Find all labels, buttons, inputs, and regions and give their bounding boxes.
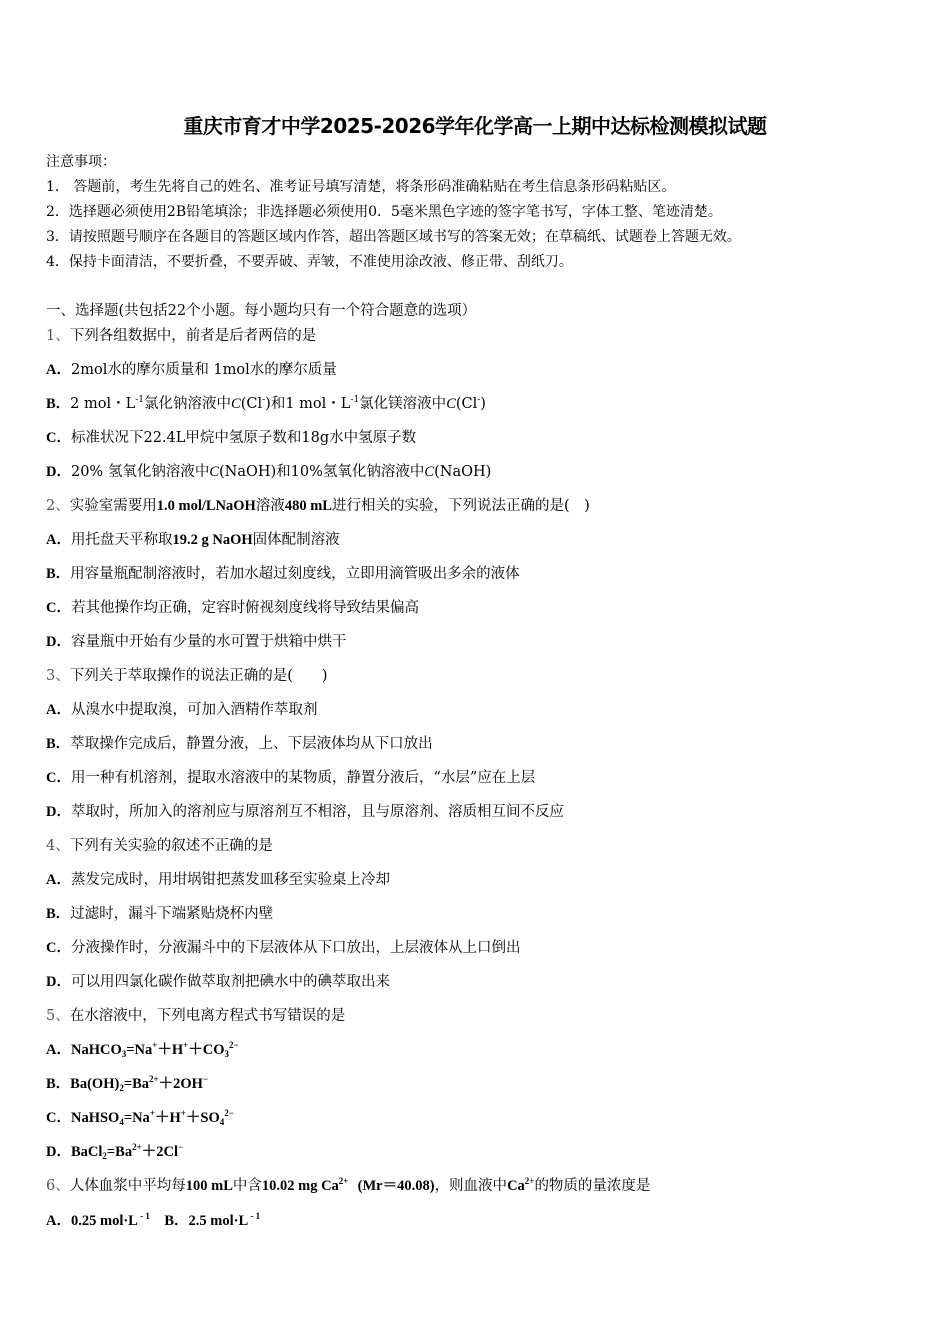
notice-item-3: 3．请按照题号顺序在各题目的答题区域内作答，超出答题区域书写的答案无效；在草稿纸、试题卷上答题无效。 xyxy=(46,229,741,245)
option-text: 可以用四氯化碳作做萃取剂把碘水中的碘萃取出来 xyxy=(70,974,390,990)
question-number: 2、 xyxy=(46,498,70,514)
option-text: 2 mol・L xyxy=(70,396,136,412)
superscript: 2− xyxy=(224,1108,234,1118)
superscript: - 1 xyxy=(248,1211,261,1221)
section-heading: 一、选择题(共包括22个小题。每小题均只有一个符合题意的选项） xyxy=(46,303,477,319)
question-text: 人体血浆中平均每 xyxy=(69,1178,186,1194)
superscript: - 1 xyxy=(137,1211,150,1221)
question-6-options xyxy=(46,1211,260,1231)
option-label: A． xyxy=(46,1213,71,1229)
formula-text: NaHSO xyxy=(70,1110,120,1126)
formula-text: ＋SO xyxy=(185,1110,220,1126)
question-1-stem xyxy=(46,326,316,346)
option-text: 蒸发完成时，用坩埚钳把蒸发皿移至实验桌上冷却 xyxy=(70,872,390,888)
option-text: 标准状况下22.4L甲烷中氢原子数和18g水中氢原子数 xyxy=(70,430,417,446)
formula-text: Ba(OH) xyxy=(70,1076,120,1092)
question-text: 的物质的量浓度是 xyxy=(534,1178,651,1194)
formula-text: =Ba xyxy=(123,1076,149,1092)
question-text: 在水溶液中，下列电离方程式书写错误的是 xyxy=(69,1008,346,1024)
concentration-symbol: C xyxy=(209,464,219,480)
question-text: 下列有关实验的叙述不正确的是 xyxy=(69,838,273,854)
option-label: C． xyxy=(46,1110,71,1126)
option-label: B． xyxy=(46,566,71,582)
subscript: 2 xyxy=(102,1151,107,1161)
option-text: 0.25 mol·L xyxy=(70,1213,138,1229)
option-text: ) xyxy=(480,396,486,412)
question-text: 下列各组数据中，前者是后者两倍的是 xyxy=(69,328,317,344)
question-5-option-d xyxy=(46,1142,183,1162)
question-text: 实验室需要用 xyxy=(69,498,157,514)
question-6-stem xyxy=(46,1176,650,1196)
question-2-option-a xyxy=(46,530,340,550)
question-text: 100 mL xyxy=(185,1178,233,1194)
question-5-option-b xyxy=(46,1074,208,1094)
question-5-option-a xyxy=(46,1040,239,1060)
question-1-option-c xyxy=(46,428,416,448)
option-text: (NaOH) xyxy=(434,464,492,480)
concentration-symbol: C xyxy=(424,464,435,480)
option-label: A． xyxy=(46,362,71,378)
option-label: D． xyxy=(46,464,71,480)
formula-text: ＋2OH xyxy=(158,1076,203,1092)
superscript: 2+ xyxy=(338,1176,349,1186)
question-text: 1.0 mol/LNaOH xyxy=(156,498,256,514)
superscript: 2+ xyxy=(524,1176,535,1186)
question-text: Ca xyxy=(507,1178,525,1194)
option-text: 氯化钠溶液中 xyxy=(144,396,232,412)
question-text: 进行相关的实验，下列说法正确的是( ) xyxy=(331,498,590,514)
option-label: C． xyxy=(46,770,71,786)
option-label: B． xyxy=(46,906,71,922)
question-number: 4、 xyxy=(46,838,70,854)
notice-heading: 注意事项： xyxy=(46,154,116,170)
option-label: D． xyxy=(46,804,71,820)
superscript: 2− xyxy=(229,1040,239,1050)
question-5-option-c xyxy=(46,1108,234,1128)
formula-text: ＋H xyxy=(154,1110,181,1126)
superscript: -1 xyxy=(350,395,360,405)
subscript: 3 xyxy=(121,1049,127,1059)
concentration-symbol: C xyxy=(231,396,241,412)
superscript: − xyxy=(177,1142,184,1152)
question-2-stem xyxy=(46,496,590,516)
question-number: 3、 xyxy=(46,668,70,684)
option-text: (Cl xyxy=(455,396,478,412)
formula-text: ＋H xyxy=(157,1042,184,1058)
formula-text: ＋CO xyxy=(188,1042,225,1058)
option-text: 过滤时，漏斗下端紧贴烧杯内壁 xyxy=(70,906,274,922)
subscript: 3 xyxy=(224,1049,230,1059)
question-2-option-d xyxy=(46,632,346,652)
option-text: 20% 氢氧化钠溶液中 xyxy=(70,464,210,480)
option-label: C． xyxy=(46,600,71,616)
question-4-stem xyxy=(46,836,273,856)
question-1-option-a xyxy=(46,360,337,380)
option-text: (NaOH)和10%氢氧化钠溶液中 xyxy=(219,464,425,480)
subscript: 4 xyxy=(219,1117,225,1127)
option-label: D． xyxy=(46,634,71,650)
option-text: 用容量瓶配制溶液时，若加水超过刻度线，立即用滴管吸出多余的液体 xyxy=(70,566,520,582)
superscript: - xyxy=(477,395,481,405)
option-text: 固体配制溶液 xyxy=(252,532,340,548)
superscript: + xyxy=(149,1108,155,1118)
option-text: 2.5 mol·L xyxy=(188,1213,249,1229)
option-text: 用一种有机溶剂，提取水溶液中的某物质，静置分液后，“水层”应在上层 xyxy=(70,770,536,786)
option-label: B． xyxy=(46,1076,71,1092)
question-4-option-a xyxy=(46,870,390,890)
question-3-option-d xyxy=(46,802,564,822)
question-number: 5、 xyxy=(46,1008,70,1024)
superscript: 2+ xyxy=(132,1142,142,1152)
question-number: 6、 xyxy=(46,1178,70,1194)
superscript: − xyxy=(202,1074,209,1084)
option-text: 2mol水的摩尔质量和 1mol水的摩尔质量 xyxy=(70,362,337,378)
page-title: 重庆市育才中学2025-2026学年化学高一上期中达标检测模拟试题 xyxy=(183,114,767,138)
superscript: -1 xyxy=(135,395,145,405)
formula-text: =Ba xyxy=(106,1144,133,1160)
question-text: (Mr＝40.08) xyxy=(357,1178,435,1194)
question-4-option-b xyxy=(46,904,273,924)
formula-text: NaHCO xyxy=(70,1042,122,1058)
notice-item-1: 1. 答题前，考生先将自己的姓名、准考证号填写清楚，将条形码准确粘贴在考生信息条形码粘贴区。 xyxy=(46,179,676,195)
notice-item-2: 2．选择题必须使用2B铅笔填涂；非选择题必须使用0．5毫米黑色字迹的签字笔书写，字体工整、笔迹清楚。 xyxy=(46,204,722,220)
question-1-option-b xyxy=(46,394,486,414)
subscript: 2 xyxy=(119,1083,124,1093)
question-3-option-b xyxy=(46,734,433,754)
option-text: 萃取时，所加入的溶剂应与原溶剂互不相溶，且与原溶剂、溶质相互间不反应 xyxy=(70,804,564,820)
concentration-symbol: C xyxy=(446,396,456,412)
question-text: 溶液 xyxy=(255,498,285,514)
formula-text: =Na xyxy=(126,1042,153,1058)
option-text: )和1 mol・L xyxy=(265,396,351,412)
option-text: 容量瓶中开始有少量的水可置于烘箱中烘干 xyxy=(70,634,347,650)
question-text: 10.02 mg Ca xyxy=(261,1178,339,1194)
option-label: D． xyxy=(46,974,71,990)
option-text: 从溴水中提取溴，可加入酒精作萃取剂 xyxy=(70,702,318,718)
superscript: + xyxy=(152,1040,158,1050)
question-5-stem xyxy=(46,1006,345,1026)
question-1-option-d xyxy=(46,462,491,482)
option-text: 分液操作时，分液漏斗中的下层液体从下口放出，上层液体从上口倒出 xyxy=(70,940,521,956)
option-label: B． xyxy=(46,736,71,752)
question-4-option-d xyxy=(46,972,390,992)
option-label: A． xyxy=(46,1042,71,1058)
option-text: 氯化镁溶液中 xyxy=(359,396,447,412)
question-4-option-c xyxy=(46,938,520,958)
option-text: (Cl xyxy=(240,396,263,412)
option-text: 19.2 g NaOH xyxy=(172,532,253,548)
question-2-option-c xyxy=(46,598,419,618)
option-label: A． xyxy=(46,872,71,888)
option-label: C． xyxy=(46,430,71,446)
option-text: 萃取操作完成后，静置分液，上、下层液体均从下口放出 xyxy=(70,736,433,752)
formula-text: BaCl xyxy=(70,1144,103,1160)
option-label: A． xyxy=(46,702,71,718)
option-text: 若其他操作均正确，定容时俯视刻度线将导致结果偏高 xyxy=(70,600,419,616)
superscript: - xyxy=(262,395,266,405)
question-2-option-b xyxy=(46,564,520,584)
formula-text: =Na xyxy=(123,1110,150,1126)
question-text: ，则血液中 xyxy=(434,1178,508,1194)
option-label: B． xyxy=(164,1213,189,1229)
option-text: 用托盘天平称取 xyxy=(70,532,173,548)
option-label: B． xyxy=(46,396,71,412)
option-label: A． xyxy=(46,532,71,548)
superscript: + xyxy=(180,1108,186,1118)
question-text: 480 mL xyxy=(284,498,332,514)
question-number: 1、 xyxy=(46,328,70,344)
subscript: 4 xyxy=(119,1117,124,1127)
option-label: C． xyxy=(46,940,71,956)
superscript: + xyxy=(183,1040,189,1050)
formula-text: ＋2Cl xyxy=(141,1144,178,1160)
option-label: D． xyxy=(46,1144,71,1160)
question-text: 下列关于萃取操作的说法正确的是( ) xyxy=(69,668,328,684)
question-text: 中含 xyxy=(232,1178,262,1194)
notice-item-4: 4．保持卡面清洁，不要折叠，不要弄破、弄皱，不准使用涂改液、修正带、刮纸刀。 xyxy=(46,254,573,270)
question-3-option-a xyxy=(46,700,317,720)
question-3-option-c xyxy=(46,768,535,788)
superscript: 2+ xyxy=(149,1074,159,1084)
question-3-stem xyxy=(46,666,328,686)
